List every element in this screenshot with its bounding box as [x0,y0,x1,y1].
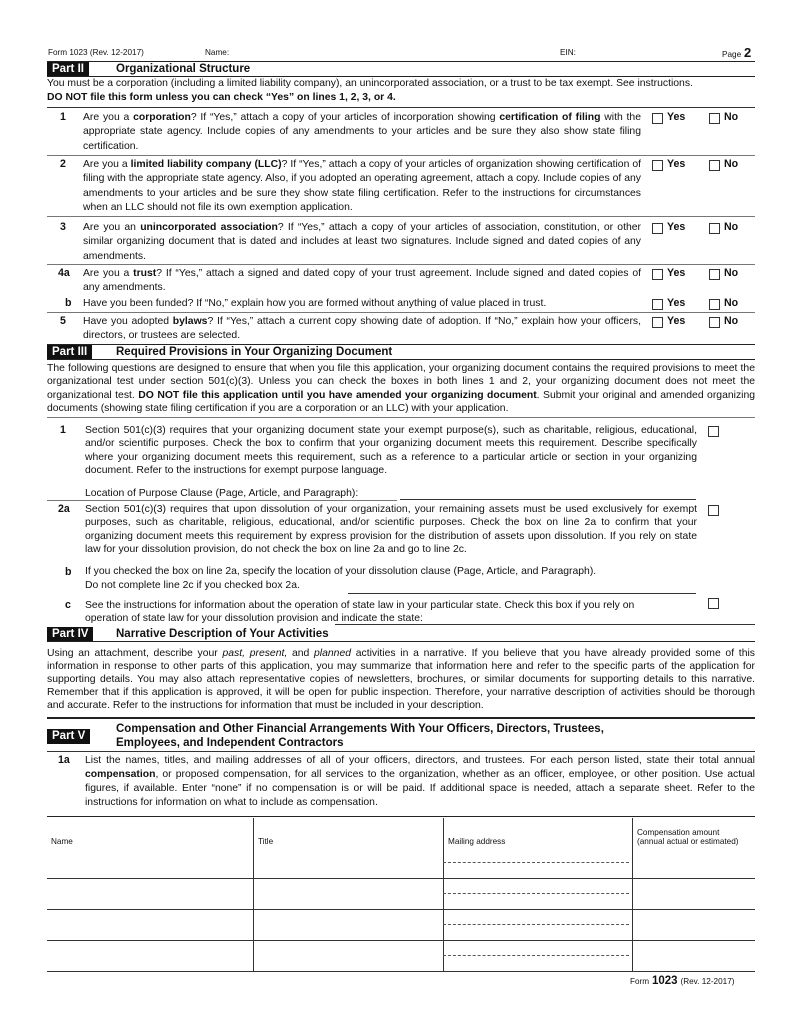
text-segment: with the appropriate state agency. Include copies of any amendments to your articles and be sure they also show state filing certification. [83,112,641,152]
address-cell[interactable] [444,848,633,879]
page-indicator [722,45,751,60]
no-checkbox[interactable] [709,299,720,310]
line-number: b [65,566,72,578]
footer-form-number: 1023 [652,975,678,987]
text-segment: and [287,648,315,659]
officers-table [47,818,755,972]
part-title-line: Compensation and Other Financial Arrangements With Your Officers, Directors, Trustees, [116,723,604,735]
text-segment: DO NOT file this application until you have amended your organizing document [138,389,537,401]
text-segment: DO NOT file this form unless you can check “Yes” on lines 1, 2, 3, or 4. [47,92,396,104]
title-cell[interactable] [254,879,444,910]
part-iii-intro [47,362,755,416]
no-checkbox[interactable] [709,160,720,171]
text-segment: Are you a [83,159,131,170]
yes-label: Yes [667,315,686,327]
state-field[interactable] [335,624,755,625]
state-law-text: See the instructions for information about the operation of state law in your particular state. Check this box if you rely on operation of state law for your dissolution provision and indicate the state: [85,600,635,625]
purpose-clause-text: Section 501(c)(3) requires that your organizing document state your exempt purpose(s), such as charitable, religious, educational, and/or scientific purposes. Check the box to confirm that your organizing document meets this requirement. Describe specifically where your organizing document meets this requirement, such as a reference to a particular article or section in your organizing document. Refer to the instructions for exempt purpose language. [85,425,697,477]
page-number: 2 [744,45,752,60]
part-title: Narrative Description of Your Activities [116,628,329,640]
col-title: Title [254,818,444,848]
line-number: 1 [60,424,66,436]
text-segment: You must be a corporation (including a limited liability company), an unincorporated association, or a trust to be tax exempt. See instructions. [47,78,693,89]
part-title: Required Provisions in Your Organizing Document [116,346,393,358]
divider [47,312,755,313]
text-segment: Are you an [83,222,141,233]
text-segment: List the names, titles, and mailing addresses of all of your officers, directors, and trustees. For each person listed, state their total annual [85,755,755,766]
name-label: Name: [205,48,230,57]
part-ii-header [47,62,755,77]
divider [47,155,755,156]
line-number: c [65,599,71,611]
yes-label: Yes [667,221,686,233]
yes-label: Yes [667,297,686,309]
form-revision: Form 1023 (Rev. 12-2017) [48,48,144,57]
question-text [83,267,641,296]
part-v-title [116,723,604,750]
location-purpose-label: Location of Purpose Clause (Page, Article, and Paragraph): [85,488,359,499]
part-title: Organizational Structure [116,63,251,75]
footer-form-word: Form [630,977,650,986]
location-purpose-field[interactable] [400,499,696,500]
yes-checkbox[interactable] [652,160,663,171]
text-segment: ? If “Yes,” attach a copy of your articles of organization showing certification of filing with the appropriate state agency. Also, if you adopted an operating agreement, attach a copy. Include copies of any amendments to your articles and be sure they show state filing certification. Refer to the instructions for circumstances when an LLC should not file its own exemption application. [83,159,641,213]
question-text [83,315,641,344]
question-text [83,221,641,264]
no-checkbox[interactable] [709,269,720,280]
text-segment: , or proposed compensation, for all services to the organization, whether as an officer, employee, or other position. Use actual figures, if available. Enter “none” if no compensation is or will be paid. If additional space is needed, attach a separate sheet. Refer to the instructions for information on what to include as compensation. [85,768,755,808]
form-footer [630,975,735,987]
line-number: 5 [60,315,66,327]
line-number: b [65,297,72,309]
text-segment: certification of filing [499,112,601,123]
text-segment: Are you a [83,268,134,279]
table-row [47,910,755,941]
yes-checkbox[interactable] [652,113,663,124]
text-segment: corporation [133,112,191,123]
table-row [47,848,755,879]
address-cell[interactable] [444,879,633,910]
yes-label: Yes [667,267,686,279]
narrative-instructions [47,647,755,712]
text-segment: Have you been funded? If “No,” explain how you are formed without anything of value placed in trust. [83,298,547,309]
compensation-cell[interactable] [633,879,756,910]
question-text [83,158,641,215]
text-segment: . Submit your original and amended organizing documents (showing state filing certification if you are a corporation or an LLC) with your application. [47,389,756,415]
dissolution-location-note: Do not complete line 2c if you checked box 2a. [85,580,300,591]
compensation-instructions [85,754,755,810]
name-cell[interactable] [47,879,254,910]
no-checkbox[interactable] [709,223,720,234]
compensation-cell[interactable] [633,910,756,941]
text-segment: Have you adopted [83,316,173,327]
no-label: No [724,297,739,309]
title-cell[interactable] [254,848,444,879]
line-number: 4a [58,267,70,279]
text-segment: The following questions are designed to ensure that when you file this application, your organizing document contains the required provisions to meet the organizational test under section 501(c)(3). Unless you can check the boxes in both lines 1 and 2, your organizing document does not meet the organizational test. [47,363,755,401]
question-text [83,111,641,154]
part-title-line: Employees, and Independent Contractors [116,736,344,749]
name-cell[interactable] [47,941,254,972]
yes-checkbox[interactable] [652,317,663,328]
text-segment: Using an attachment, describe your [47,648,223,659]
no-label: No [724,158,739,170]
col-compensation [633,818,756,848]
no-label: No [724,315,739,327]
ein-label: EIN: [560,48,576,57]
line-number: 1a [58,754,70,766]
text-segment: ? If “Yes,” attach a copy of your articles of incorporation showing [190,112,500,123]
dissolution-location-text: If you checked the box on line 2a, specify the location of your dissolution clause (Page, Article, and Paragraph). [85,566,597,577]
question-text [83,297,641,311]
col-name: Name [47,818,254,848]
yes-label: Yes [667,111,686,123]
no-checkbox[interactable] [709,113,720,124]
table-row [47,941,755,972]
address-cell[interactable] [444,941,633,972]
part-label: Part IV [47,627,93,641]
text-segment: Are you a [83,112,134,123]
no-checkbox[interactable] [709,317,720,328]
table-row [47,879,755,910]
compensation-cell[interactable] [633,848,756,879]
text-segment: trust [133,268,157,279]
title-cell[interactable] [254,941,444,972]
purpose-clause-checkbox[interactable] [708,426,719,437]
yes-label: Yes [667,158,686,170]
text-segment: past, present, [222,648,288,659]
dissolution-clause-text: Section 501(c)(3) requires that upon dissolution of your organization, your remaining assets must be used exclusively for exempt purposes, such as charitable, religious, educational, and/or scientific purposes. Check the box on line 2a to confirm that your organizing document meets this requirement by express provision for the distribution of assets upon dissolution. If you rely on state law for your dissolution provision, do not check the box on line 2a and go to line 2c. [85,504,697,556]
title-cell[interactable] [254,910,444,941]
part-iv-header [47,627,755,642]
text-segment: activities in a narrative. If you believe that you have already provided some of this information in response to other parts of this application, you may summarize that information here and refer to the specific parts of the application for supporting details. You may also attach representative copies of newsletters, brochures, or similar documents for supporting details to this narrative. Remember that if this application is approved, it will be open for public inspection. Therefore, your narrative description of activities should be thorough and accurate. Refer to the instructions for information that must be included in your description. [47,648,755,712]
text-segment: bylaws [172,316,208,327]
line-number: 3 [60,221,66,233]
dissolution-clause-checkbox[interactable] [708,505,719,516]
col-comp-line: (annual actual or estimated) [637,837,739,846]
divider [47,216,755,217]
no-label: No [724,267,739,279]
col-mailing-address: Mailing address [444,818,633,848]
line-number: 2a [58,503,70,515]
divider [47,264,755,265]
part-label: Part V [47,729,90,744]
page-label: Page [722,50,742,59]
text-segment: limited liability company (LLC) [130,159,282,170]
compensation-cell[interactable] [633,941,756,972]
name-cell[interactable] [47,848,254,879]
no-label: No [724,221,739,233]
part-iii-header [47,344,755,360]
name-cell[interactable] [47,910,254,941]
footer-revision: (Rev. 12-2017) [680,977,735,986]
col-comp-line: Compensation amount [637,828,720,837]
text-segment: planned [314,648,352,659]
yes-checkbox[interactable] [652,223,663,234]
yes-checkbox[interactable] [652,269,663,280]
table-header-row [47,818,755,848]
part-label: Part III [47,345,92,359]
text-segment: compensation [85,768,156,780]
dissolution-location-field[interactable] [348,593,696,594]
part-ii-intro [47,77,707,106]
part-label: Part II [47,62,89,76]
address-cell[interactable] [444,910,633,941]
line-number: 2 [60,158,66,170]
state-law-checkbox[interactable] [708,598,719,609]
text-segment: unincorporated association [140,222,278,233]
no-label: No [724,111,739,123]
line-number: 1 [60,111,66,123]
text-segment: ? If “Yes,” attach a current copy showing date of adoption. If “No,” explain how your officers, directors, or trustees are selected. [83,316,641,342]
yes-checkbox[interactable] [652,299,663,310]
text-segment: ? If “Yes,” attach a copy of your articles of association, constitution, or other similar organizing document that is dated and includes at least two signatures. Include signed and dated copies of any amendments. [83,222,641,262]
text-segment: ? If “Yes,” attach a signed and dated copy of your trust agreement. Include signed and dated copies of any amendments. [83,268,641,294]
